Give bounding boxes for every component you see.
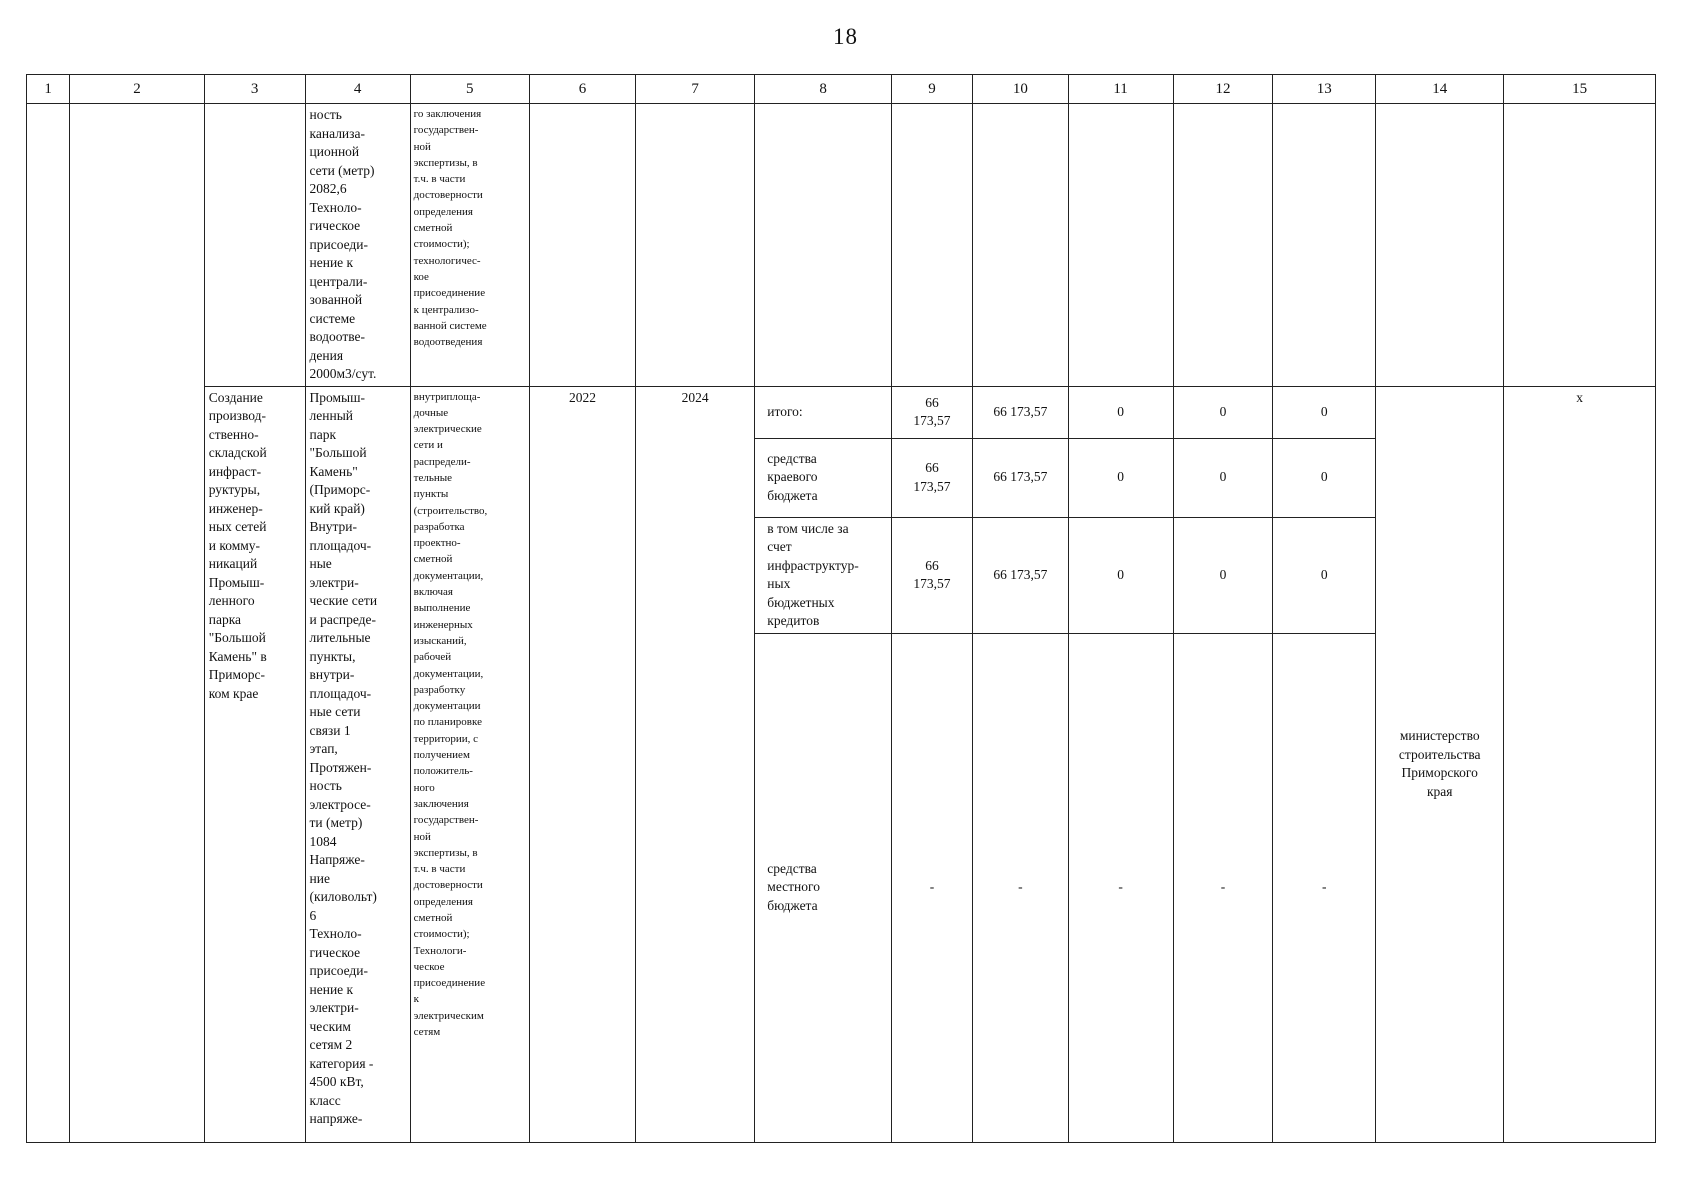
cell-col15 bbox=[1504, 104, 1656, 387]
amount-col9: 66 173,57 bbox=[891, 517, 972, 633]
cell-col12 bbox=[1173, 104, 1273, 387]
cell-col14 bbox=[1376, 104, 1504, 387]
column-header: 1 bbox=[27, 75, 70, 104]
cell-col6 bbox=[529, 104, 635, 387]
cell-col9 bbox=[891, 104, 972, 387]
column-header: 9 bbox=[891, 75, 972, 104]
cell-col7 bbox=[636, 104, 755, 387]
funding-source-label: итого: bbox=[755, 386, 892, 438]
amount-col10: 66 173,57 bbox=[973, 517, 1068, 633]
cell-col13 bbox=[1273, 104, 1376, 387]
end-year: 2024 bbox=[636, 386, 755, 1142]
amount-col10: - bbox=[973, 633, 1068, 1142]
column-header: 3 bbox=[204, 75, 305, 104]
start-year: 2022 bbox=[529, 386, 635, 1142]
amount-col13: 0 bbox=[1273, 517, 1376, 633]
cell-col2 bbox=[70, 104, 204, 1143]
amount-col12: 0 bbox=[1173, 438, 1273, 517]
amount-col11: 0 bbox=[1068, 517, 1173, 633]
object-characteristics: Промыш- ленный парк "Большой Камень" (Приморс- кий край) Внутри- площадоч- ные электри- ческие сети и распреде- лительные пункты, внутри- площадоч- ные сети связи 1 этап, Протяжен- ность электросе- ти (метр) 1084 Напряже- ние (киловольт) 6 Техноло- гическое присоеди- нение к электри- ческим сетям 2 категория - 4500 кВт, класс напряже- bbox=[305, 386, 410, 1142]
column-header: 11 bbox=[1068, 75, 1173, 104]
amount-col11: 0 bbox=[1068, 386, 1173, 438]
funding-source-label: в том числе за счет инфраструктур- ных бюджетных кредитов bbox=[755, 517, 892, 633]
amount-col11: - bbox=[1068, 633, 1173, 1142]
amount-col10: 66 173,57 bbox=[973, 438, 1068, 517]
column-header: 15 bbox=[1504, 75, 1656, 104]
amount-col9: - bbox=[891, 633, 972, 1142]
measure-name: Создание производ- ственно- складской инфраст- руктуры, инженер- ных сетей и комму- никаций Промыш- ленного парка "Большой Камень" в Приморс- ком крае bbox=[204, 386, 305, 1142]
column-header: 4 bbox=[305, 75, 410, 104]
cell-col11 bbox=[1068, 104, 1173, 387]
page-number: 18 bbox=[833, 24, 858, 49]
amount-col13: - bbox=[1273, 633, 1376, 1142]
column-header: 8 bbox=[755, 75, 892, 104]
amount-col13: 0 bbox=[1273, 386, 1376, 438]
column-number-row bbox=[27, 75, 1656, 104]
column-header: 10 bbox=[973, 75, 1068, 104]
column-header: 6 bbox=[529, 75, 635, 104]
responsible-executor: министерство строительства Приморского края bbox=[1376, 386, 1504, 1142]
column-header: 14 bbox=[1376, 75, 1504, 104]
amount-col11: 0 bbox=[1068, 438, 1173, 517]
column-header: 13 bbox=[1273, 75, 1376, 104]
amount-col10: 66 173,57 bbox=[973, 386, 1068, 438]
cell-col15-mark: х bbox=[1504, 386, 1656, 1142]
amount-col12: 0 bbox=[1173, 386, 1273, 438]
funding-source-label: средства местного бюджета bbox=[755, 633, 892, 1142]
work-description: внутриплоща- дочные электрические сети и распредели- тельные пункты (строительство, разработка проектно- сметной документации, включая выполнение инженерных изысканий, рабочей документации, разработку документации по планировке территории, с получением положитель- ного заключения государствен- ной экспертизы, в т.ч. в части достоверности определения сметной стоимости); Технологи- ческое присоединение к электрическим сетям bbox=[410, 386, 529, 1142]
object-characteristics: ность канализа- ционной сети (метр) 2082,6 Техноло- гическое присоеди- нение к централи- зованной системе водоотве- дения 2000м3/сут. bbox=[305, 104, 410, 387]
table-row bbox=[27, 104, 1656, 387]
cell-col3 bbox=[204, 104, 305, 387]
amount-col9: 66 173,57 bbox=[891, 386, 972, 438]
funding-source-label: средства краевого бюджета bbox=[755, 438, 892, 517]
work-description: го заключения государствен- ной экспертизы, в т.ч. в части достоверности определения сметной стоимости); технологичес- кое присоединение к централизо- ванной системе водоотведения bbox=[410, 104, 529, 387]
column-header: 5 bbox=[410, 75, 529, 104]
table-row bbox=[27, 386, 1656, 438]
column-header: 2 bbox=[70, 75, 204, 104]
amount-col12: - bbox=[1173, 633, 1273, 1142]
amount-col13: 0 bbox=[1273, 438, 1376, 517]
budget-table bbox=[26, 74, 1656, 1143]
cell-col1 bbox=[27, 104, 70, 1143]
cell-col10 bbox=[973, 104, 1068, 387]
cell-col8 bbox=[755, 104, 892, 387]
column-header: 12 bbox=[1173, 75, 1273, 104]
amount-col12: 0 bbox=[1173, 517, 1273, 633]
amount-col9: 66 173,57 bbox=[891, 438, 972, 517]
column-header: 7 bbox=[636, 75, 755, 104]
